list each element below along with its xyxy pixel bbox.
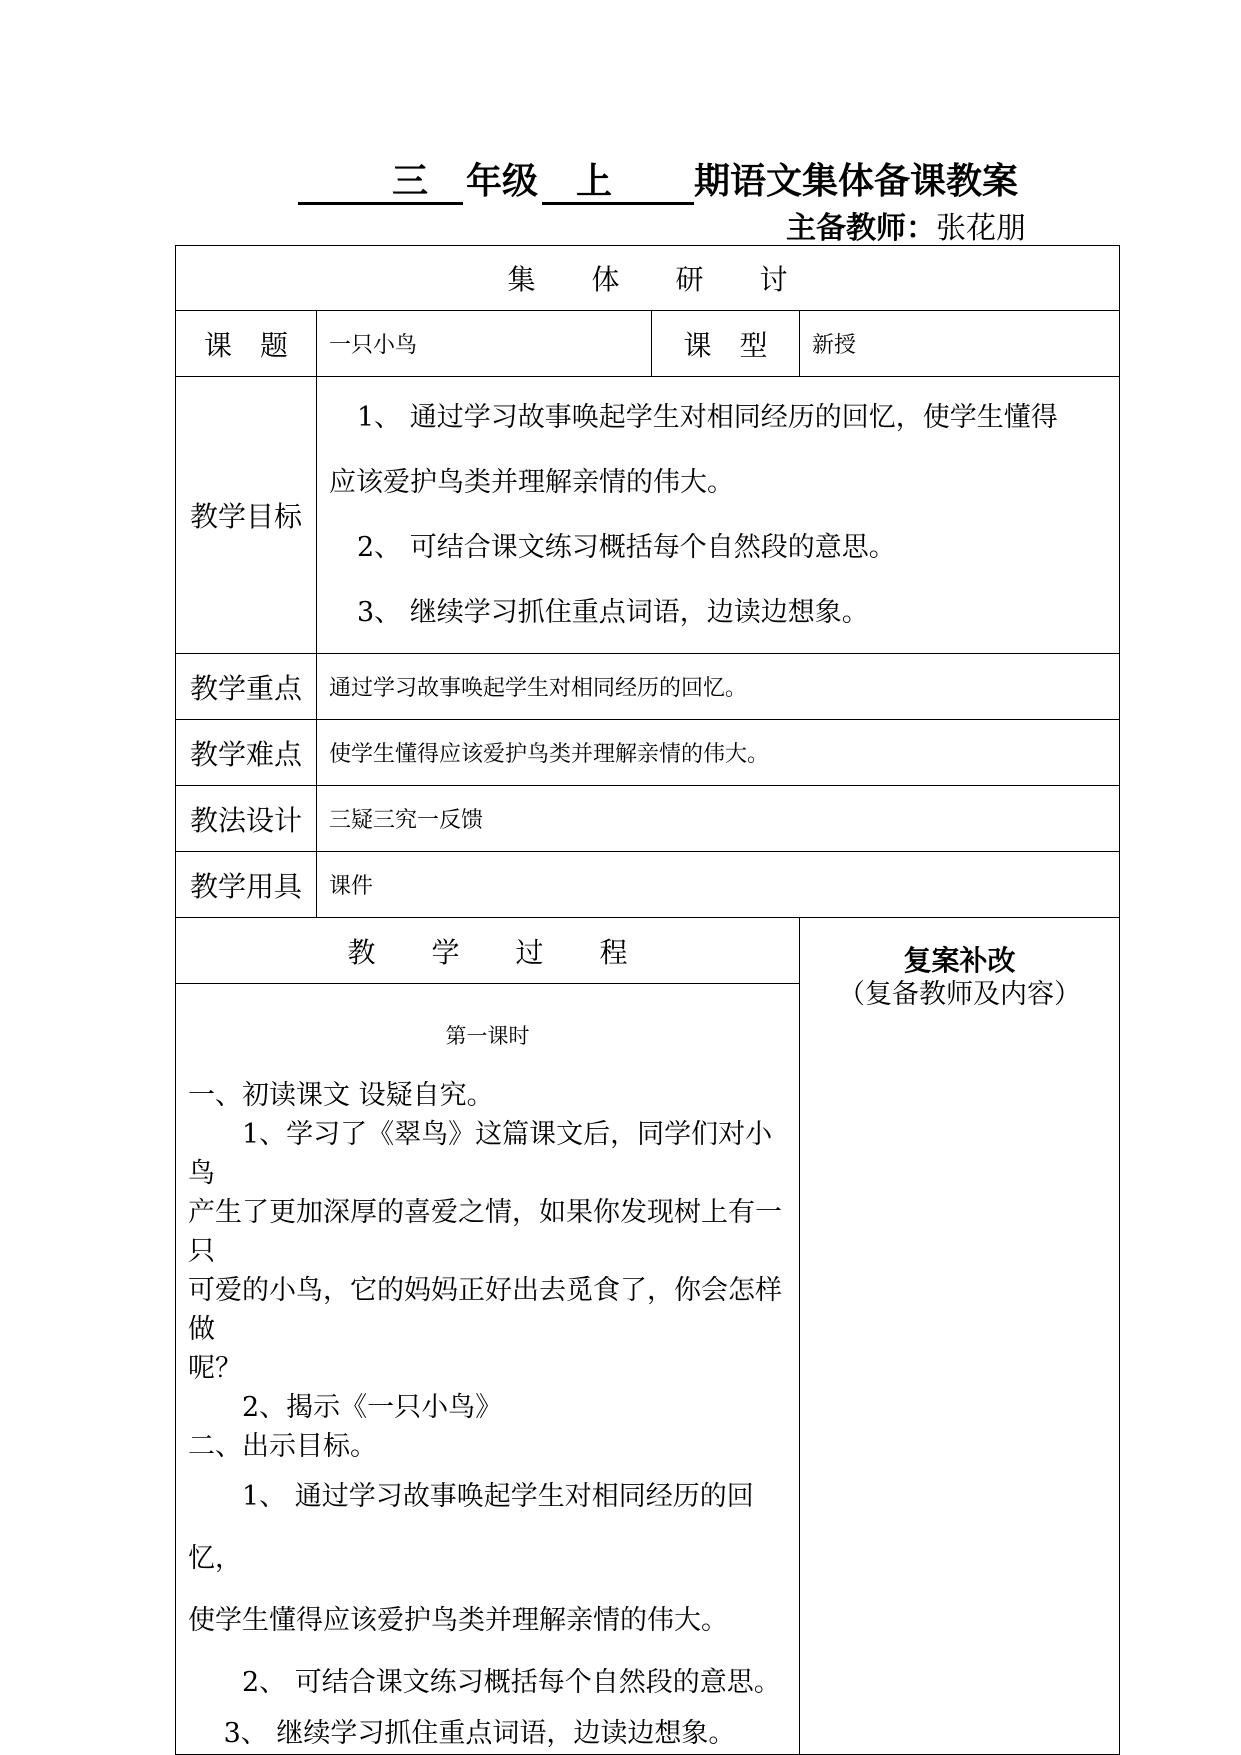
- goal-line: 1、 通过学习故事唤起学生对相同经历的回忆，使学生懂得: [357, 402, 1058, 433]
- process-line: 产生了更加深厚的喜爱之情，如果你发现树上有一只: [188, 1197, 782, 1267]
- teacher-label: 主备教师：: [786, 211, 936, 246]
- title-rest: 期语文集体备课教案: [694, 160, 1019, 202]
- grade-value: 三: [392, 160, 429, 202]
- difficulty-label: 教学难点: [176, 720, 317, 786]
- grade-underline: [298, 202, 463, 205]
- difficulty-value: 使学生懂得应该爱护鸟类并理解亲情的伟大。: [317, 720, 1120, 786]
- goals-label: 教学目标: [176, 377, 317, 654]
- tools-value: 课件: [317, 852, 1120, 918]
- topic-label: 课 题: [176, 311, 317, 377]
- goal-line: 3、 继续学习抓住重点词语，边读边想象。: [357, 597, 869, 628]
- process-goal-line: 使学生懂得应该爱护鸟类并理解亲情的伟大。: [188, 1605, 728, 1636]
- process-goal-line: 2、 可结合课文练习概括每个自然段的意思。: [188, 1667, 781, 1698]
- process-line: 2、揭示《一只小鸟》: [188, 1392, 503, 1423]
- process-goal-line: 3、 继续学习抓住重点词语，边读边想象。: [188, 1718, 736, 1749]
- goal-line: 2、 可结合课文练习概括每个自然段的意思。: [357, 532, 896, 563]
- topic-value: 一只小鸟: [317, 311, 652, 377]
- focus-value: 通过学习故事唤起学生对相同经历的回忆。: [317, 654, 1120, 720]
- term-value: 上: [576, 160, 613, 202]
- type-value: 新授: [800, 311, 1120, 377]
- grade-suffix: 年级: [466, 160, 539, 202]
- document-title: [298, 156, 1058, 206]
- process-content: [176, 984, 800, 1755]
- process-line: 二、出示目标。: [188, 1431, 377, 1462]
- revision-title: 复案补改: [903, 944, 1016, 977]
- lesson-plan-table: [175, 245, 1120, 1755]
- method-label: 教法设计: [176, 786, 317, 852]
- term-underline: [542, 202, 694, 205]
- focus-label: 教学重点: [176, 654, 317, 720]
- revision-subtitle: （复备教师及内容）: [838, 979, 1081, 1010]
- revision-column: [800, 918, 1120, 1755]
- type-label: 课 型: [652, 311, 800, 377]
- section-title: 集 体 研 讨: [176, 246, 1120, 311]
- main-teacher: [786, 208, 1026, 250]
- process-line: 一、初读课文 设疑自究。: [188, 1080, 494, 1111]
- goal-line: 应该爱护鸟类并理解亲情的伟大。: [329, 467, 734, 498]
- process-title: 教 学 过 程: [176, 918, 800, 984]
- teacher-name: 张花朋: [936, 211, 1026, 246]
- process-line: 可爱的小鸟，它的妈妈正好出去觅食了，你会怎样做: [188, 1275, 782, 1345]
- process-goal-line: 1、 通过学习故事唤起学生对相同经历的回忆，: [188, 1481, 754, 1574]
- lesson-period: 第一课时: [445, 1024, 530, 1048]
- goals-cell: [317, 377, 1120, 654]
- tools-label: 教学用具: [176, 852, 317, 918]
- method-value: 三疑三究一反馈: [317, 786, 1120, 852]
- process-line: 呢？: [188, 1353, 242, 1384]
- process-line: 1、学习了《翠鸟》这篇课文后，同学们对小鸟: [188, 1119, 773, 1189]
